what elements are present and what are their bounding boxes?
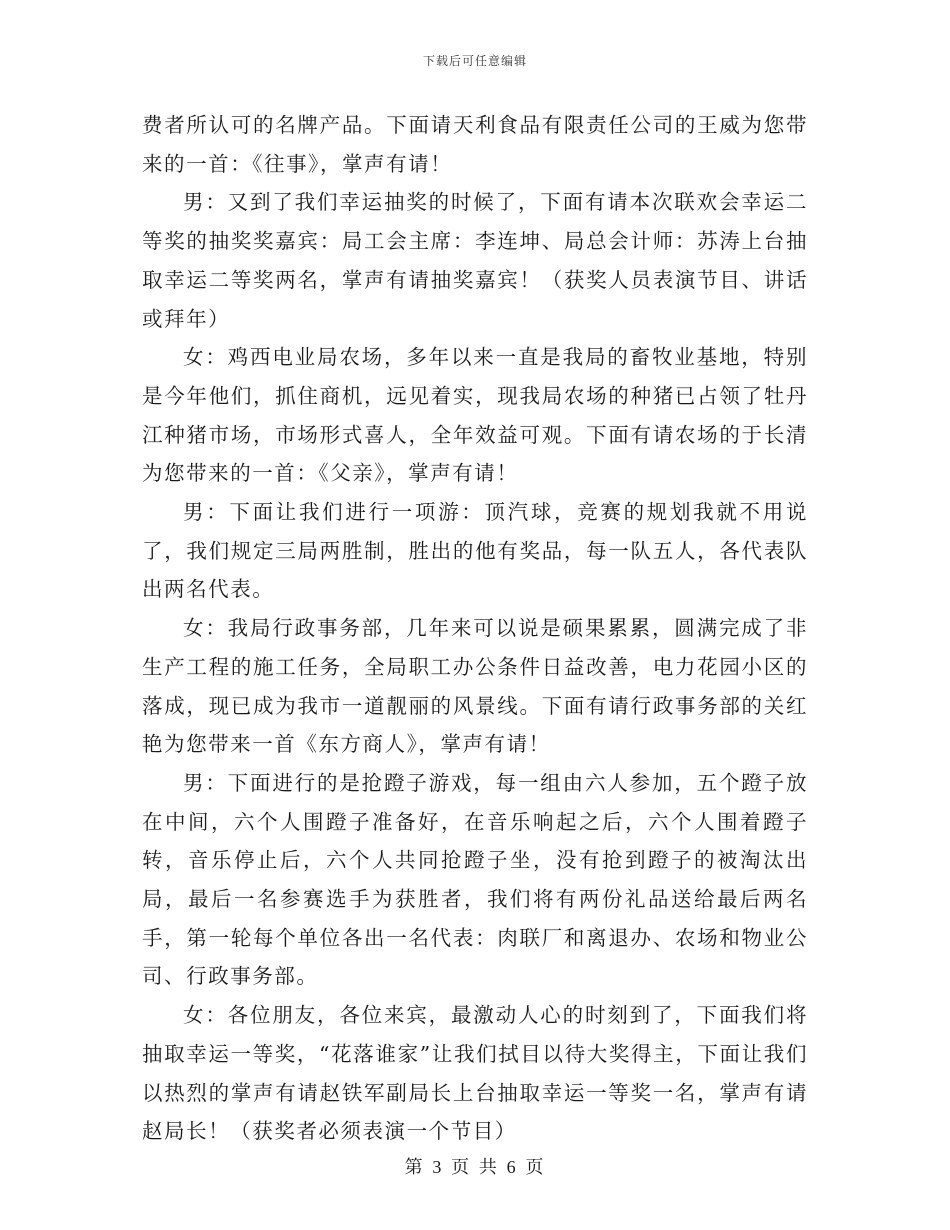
footer-middle: 页 共: [451, 1157, 499, 1178]
paragraph: 费者所认可的名牌产品。下面请天利食品有限责任公司的王威为您带来的一首：《往事》，掌声有请！: [142, 113, 808, 176]
page-header-note: 下载后可任意编辑: [422, 54, 527, 68]
paragraph: 男：下面进行的是抢蹬子游戏，每一组由六人参加，五个蹬子放在中间，六个人围蹬子准备好，在音乐响起之后，六个人围着蹬子转，音乐停止后，六个人共同抢蹬子坐，没有抢到蹬子的被淘汰出局，最后一名参赛选手为获胜者，我们将有两份礼品送给最后两名手，第一轮每个单位各出一名代表：肉联厂和离退办、农场和物业公司、行政事务部。: [142, 770, 808, 989]
footer-prefix: 第: [404, 1157, 425, 1178]
paragraph: 女：我局行政事务部，几年来可以说是硕果累累，圆满完成了非生产工程的施工任务，全局职工办公条件日益改善，电力花园小区的落成，现已成为我市一道靓丽的风景线。下面有请行政事务部的关红艳为您带来一首《东方商人》，掌声有请！: [142, 616, 808, 757]
footer-suffix: 页: [525, 1157, 546, 1178]
paragraph: 女：鸡西电业局农场，多年以来一直是我局的畜牧业基地，特别是今年他们，抓住商机，远见着实，现我局农场的种猪已占领了牡丹江种猪市场，市场形式喜人，全年效益可观。下面有请农场的于长清为您带来的一首：《父亲》，掌声有请！: [142, 345, 808, 486]
page-footer: [0, 1153, 950, 1179]
paragraph: 女：各位朋友，各位来宾，最激动人心的时刻到了，下面我们将抽取幸运一等奖，“花落谁家”让我们拭目以待大奖得主，下面让我们以热烈的掌声有请赵铁军副局长上台抽取幸运一等奖一名，掌声有请赵局长！（获奖者必须表演一个节目）: [142, 1003, 808, 1144]
paragraph: 男：下面让我们进行一项游：顶汽球，竞赛的规划我就不用说了，我们规定三局两胜制，胜出的他有奖品，每一队五人，各代表队出两名代表。: [142, 500, 808, 602]
document-body: [142, 106, 808, 1151]
paragraph: 男：又到了我们幸运抽奖的时候了，下面有请本次联欢会幸运二等奖的抽奖奖嘉宾：局工会主席：李连坤、局总会计师：苏涛上台抽取幸运二等奖两名，掌声有请抽奖嘉宾！（获奖人员表演节目、讲话或拜年）: [142, 190, 808, 331]
footer-page-number: 3: [432, 1157, 444, 1177]
footer-total-pages: 6: [506, 1157, 518, 1177]
